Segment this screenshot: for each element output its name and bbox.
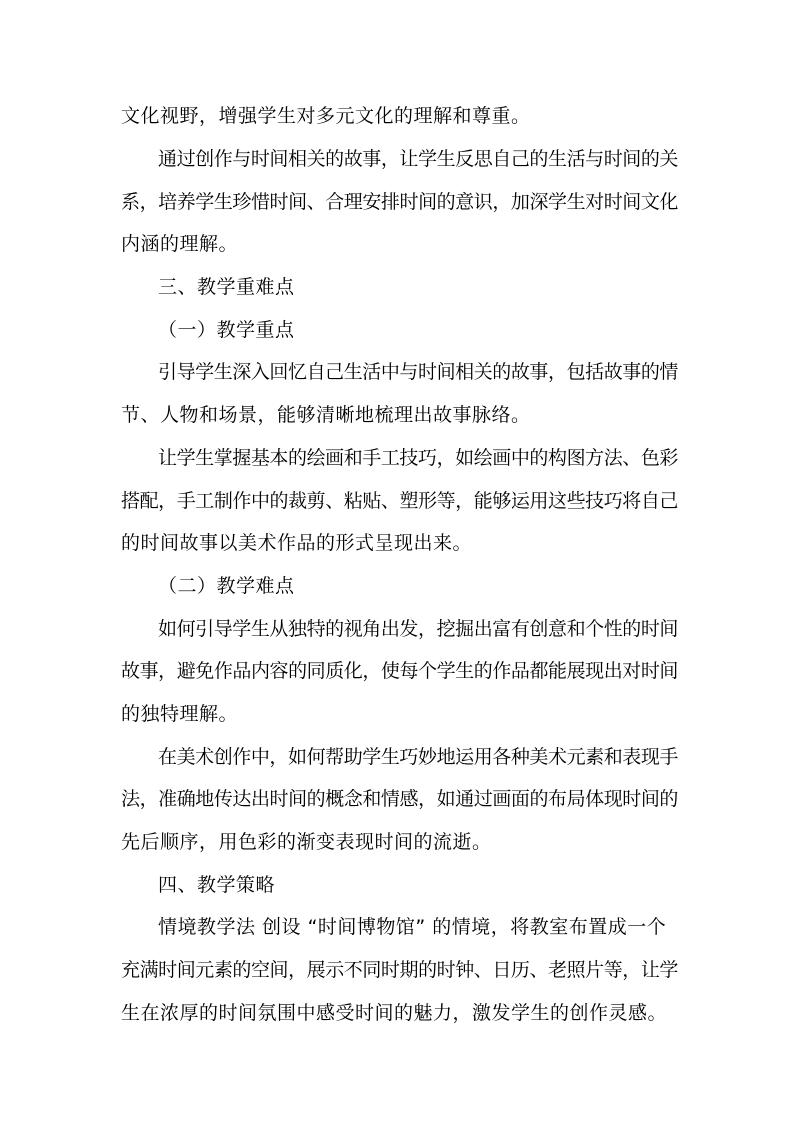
subsection-heading-1: （一）教学重点 xyxy=(158,319,295,341)
text-line-13: 如何引导学生从独特的视角出发，挖掘出富有创意和个性的时间 xyxy=(158,618,679,640)
text-line-11: 的时间故事以美术作品的形式呈现出来。 xyxy=(121,532,473,554)
text-line-3: 系，培养学生珍惜时间、合理安排时间的意识，加深学生对时间文化 xyxy=(121,191,679,213)
text-line-1: 文化视野，增强学生对多元文化的理解和尊重。 xyxy=(121,105,531,127)
text-line-16: 在美术创作中，如何帮助学生巧妙地运用各种美术元素和表现手 xyxy=(158,746,679,768)
text-line-22: 生在浓厚的时间氛围中感受时间的魅力，激发学生的创作灵感。 xyxy=(121,1002,668,1024)
text-line-10: 搭配，手工制作中的裁剪、粘贴、塑形等，能够运用这些技巧将自己 xyxy=(121,490,679,512)
text-line-20: 情境教学法 创设 “时间博物馆” 的情境，将教室布置成一个 xyxy=(158,916,667,938)
text-line-9: 让学生掌握基本的绘画和手工技巧，如绘画中的构图方法、色彩 xyxy=(158,447,679,469)
subsection-heading-2: （二）教学难点 xyxy=(158,575,295,597)
section-heading-4: 四、教学策略 xyxy=(158,874,276,896)
text-line-14: 故事，避免作品内容的同质化，使每个学生的作品都能展现出对时间 xyxy=(121,660,679,682)
text-line-2: 通过创作与时间相关的故事，让学生反思自己的生活与时间的关 xyxy=(158,148,679,170)
text-line-7: 引导学生深入回忆自己生活中与时间相关的故事，包括故事的情 xyxy=(158,361,679,383)
text-line-21: 充满时间元素的空间，展示不同时期的时钟、日历、老照片等，让学 xyxy=(121,959,679,981)
text-line-4: 内涵的理解。 xyxy=(121,233,239,255)
section-heading-3: 三、教学重难点 xyxy=(158,276,295,298)
text-line-18: 先后顺序，用色彩的渐变表现时间的流逝。 xyxy=(121,831,492,853)
text-line-17: 法，准确地传达出时间的概念和情感，如通过画面的布局体现时间的 xyxy=(121,788,679,810)
text-line-8: 节、人物和场景，能够清晰地梳理出故事脉络。 xyxy=(121,404,531,426)
text-line-15: 的独特理解。 xyxy=(121,703,239,725)
